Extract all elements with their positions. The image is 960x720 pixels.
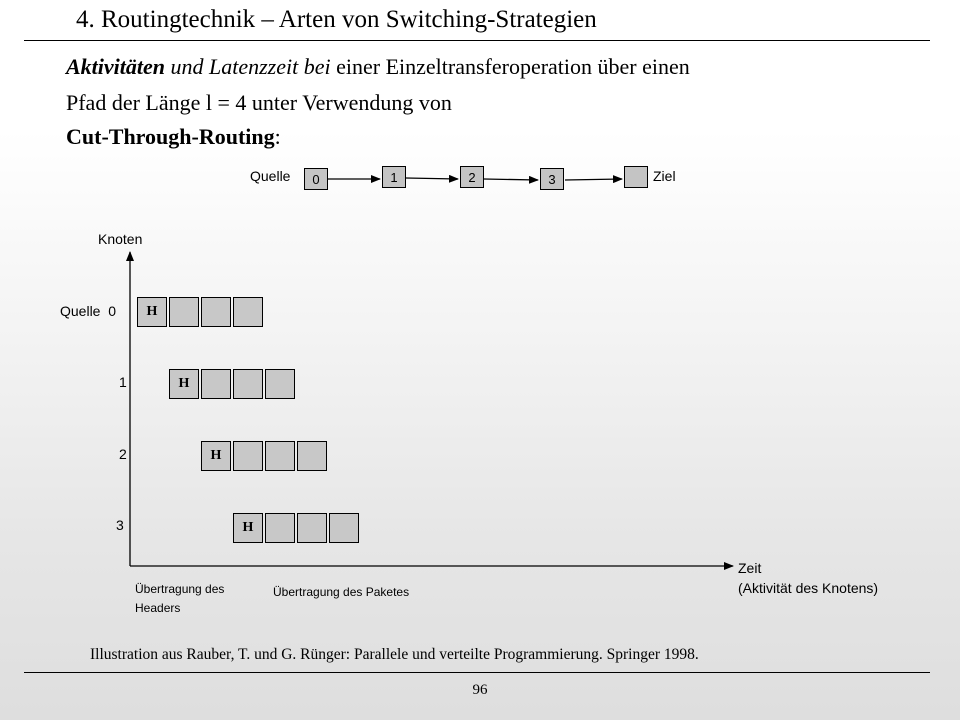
header-flit: H — [201, 441, 231, 471]
header-transfer-line-2: Headers — [135, 601, 181, 615]
data-flit — [329, 513, 359, 543]
x-axis-label-line-2: (Aktivität des Knotens) — [738, 580, 879, 596]
path-target-label: Ziel — [653, 168, 676, 184]
footer-divider — [24, 672, 930, 673]
header-transfer-line-1: Übertragung des — [135, 582, 225, 596]
data-flit — [233, 297, 263, 327]
slide-title: 4. Routingtechnik – Arten von Switching-Strategien — [76, 6, 597, 33]
path-node-2: 2 — [460, 166, 484, 188]
intro-line-2: Pfad der Länge l = 4 unter Verwendung von — [66, 90, 452, 115]
data-flit — [233, 441, 263, 471]
header-flit: H — [169, 369, 199, 399]
data-flit — [265, 369, 295, 399]
x-axis-label-line-1: Zeit — [738, 560, 762, 576]
path-node-1: 1 — [382, 166, 406, 188]
path-arrow-1-2 — [406, 178, 458, 179]
x-axis-label — [738, 558, 878, 598]
data-flit — [201, 369, 231, 399]
row-label-2: 2 — [119, 446, 127, 462]
path-node-target — [624, 166, 648, 188]
intro-rest: einer Einzeltransferoperation über einen — [330, 54, 690, 79]
citation: Illustration aus Rauber, T. und G. Rünger: Parallele und verteilte Programmierung. Springer 1998. — [90, 646, 699, 663]
row-label-1: 1 — [119, 374, 127, 390]
row-label-0: 0 — [108, 303, 117, 319]
path-node-0: 0 — [304, 168, 328, 190]
header-flit: H — [137, 297, 167, 327]
packet-transfer-note: Übertragung des Paketes — [273, 585, 410, 599]
intro-colon: : — [274, 124, 281, 149]
data-flit — [169, 297, 199, 327]
data-flit — [233, 369, 263, 399]
intro-latency: und Latenzzeit bei — [165, 54, 331, 79]
source-prefix: Quelle — [60, 303, 101, 319]
row-label-3: 3 — [116, 517, 124, 533]
header-flit: H — [233, 513, 263, 543]
header-transfer-note — [135, 580, 224, 618]
data-flit — [297, 441, 327, 471]
path-arrow-3-target — [565, 179, 622, 180]
row-label-source — [60, 303, 116, 319]
y-axis-label: Knoten — [98, 231, 143, 247]
intro-activities: Aktivitäten — [66, 54, 165, 79]
data-flit — [265, 513, 295, 543]
data-flit — [201, 297, 231, 327]
data-flit — [297, 513, 327, 543]
path-node-3: 3 — [540, 168, 564, 190]
data-flit — [265, 441, 295, 471]
routing-type: Cut-Through-Routing — [66, 124, 275, 149]
path-arrow-2-3 — [484, 179, 538, 180]
path-source-label: Quelle — [250, 168, 291, 184]
page-number: 96 — [472, 682, 488, 698]
